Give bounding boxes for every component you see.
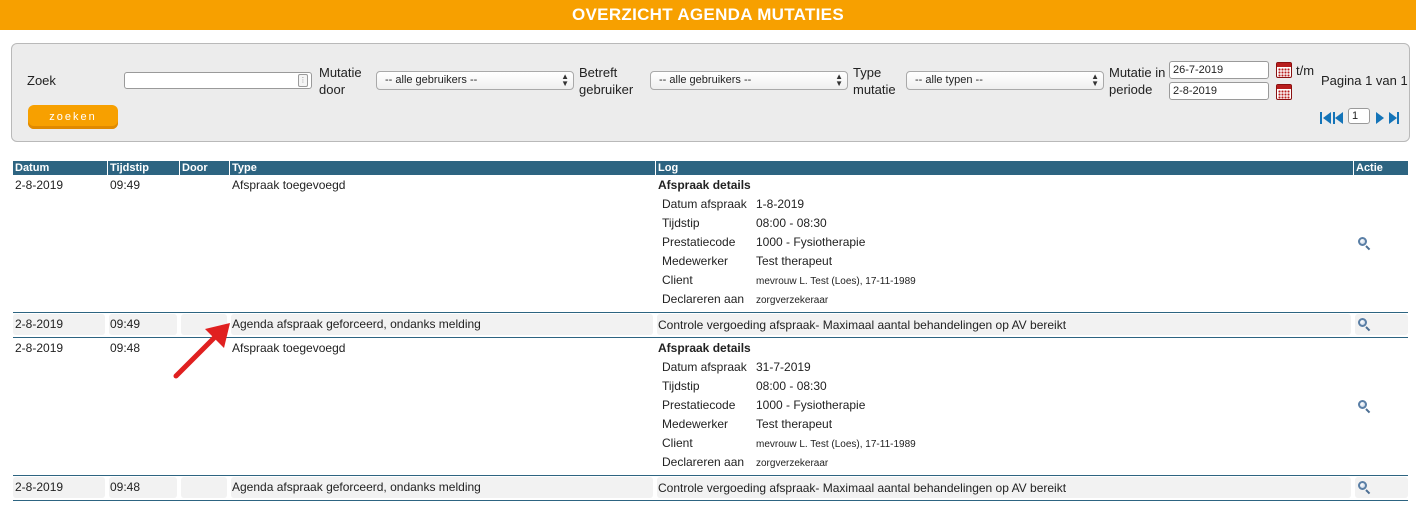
- first-page-icon[interactable]: [1323, 112, 1331, 124]
- detail-key: Client: [662, 436, 693, 450]
- red-arrow-annotation-icon: [168, 316, 234, 382]
- column-datum: Datum: [15, 162, 50, 174]
- magnifier-icon[interactable]: [1358, 400, 1371, 413]
- detail-key: Prestatiecode: [662, 398, 736, 412]
- log-title: Afspraak details: [658, 178, 751, 192]
- keyboard-icon[interactable]: ⋮: [298, 74, 308, 87]
- detail-value: mevrouw L. Test (Loes), 17-11-1989: [756, 439, 916, 450]
- magnifier-icon[interactable]: [1358, 481, 1371, 494]
- betreft-gebruiker-value: -- alle gebruikers --: [659, 74, 752, 86]
- pagination-label: Pagina 1 van 1: [1321, 73, 1408, 88]
- cell-datum: 2-8-2019: [15, 178, 64, 192]
- column-door: Door: [179, 161, 229, 175]
- periode-label: Mutatie in periode: [1109, 65, 1166, 97]
- select-arrows-icon: ▲ ▼: [561, 72, 569, 88]
- betreft-gebruiker-select[interactable]: [650, 71, 848, 90]
- detail-value: 08:00 - 08:30: [756, 216, 827, 230]
- cell-log: Controle vergoeding afspraak- Maximaal aantal behandelingen op AV bereikt: [658, 318, 1067, 332]
- search-button[interactable]: zoeken: [28, 105, 118, 129]
- column-log: Log: [655, 161, 1353, 175]
- next-page-icon[interactable]: [1376, 112, 1384, 124]
- type-mutatie-label: Type mutatie: [853, 65, 896, 97]
- last-page-icon[interactable]: [1389, 112, 1397, 124]
- cell-datum: 2-8-2019: [15, 317, 64, 331]
- magnifier-icon[interactable]: [1358, 237, 1371, 250]
- column-tijdstip: Tijdstip: [107, 161, 179, 175]
- table-header: [13, 161, 1408, 175]
- detail-key: Declareren aan: [662, 292, 745, 306]
- cell-tijdstip: 09:48: [110, 480, 141, 494]
- detail-value: Test therapeut: [756, 254, 833, 268]
- row-divider: [13, 500, 1408, 501]
- cell-datum: 2-8-2019: [15, 480, 64, 494]
- detail-key: Medewerker: [662, 254, 729, 268]
- log-title: Afspraak details: [658, 341, 751, 355]
- column-type: Type: [229, 161, 655, 175]
- search-label: Zoek: [27, 73, 56, 88]
- detail-value: zorgverzekeraar: [756, 458, 829, 469]
- detail-key: Tijdstip: [662, 379, 700, 393]
- cell-tijdstip: 09:48: [110, 341, 141, 355]
- detail-key: Datum afspraak: [662, 197, 747, 211]
- date-to-input[interactable]: 2-8-2019: [1169, 82, 1269, 100]
- row-divider: [13, 475, 1408, 476]
- detail-value: 1000 - Fysiotherapie: [756, 235, 866, 249]
- detail-value: zorgverzekeraar: [756, 295, 829, 306]
- detail-value: 31-7-2019: [756, 360, 811, 374]
- detail-value: 08:00 - 08:30: [756, 379, 827, 393]
- row-divider: [13, 312, 1408, 313]
- detail-key: Prestatiecode: [662, 235, 736, 249]
- cell-tijdstip: 09:49: [110, 317, 141, 331]
- cell-log: Controle vergoeding afspraak- Maximaal aantal behandelingen op AV bereikt: [658, 481, 1067, 495]
- magnifier-icon[interactable]: [1358, 318, 1371, 331]
- detail-value: Test therapeut: [756, 417, 833, 431]
- type-mutatie-select[interactable]: [906, 71, 1104, 90]
- mutatie-door-label: Mutatie door: [319, 65, 362, 97]
- cell-tijdstip: 09:49: [110, 178, 141, 192]
- betreft-gebruiker-label: Betreft gebruiker: [579, 65, 634, 97]
- detail-key: Client: [662, 273, 693, 287]
- search-input[interactable]: [124, 72, 312, 89]
- cell-datum: 2-8-2019: [15, 341, 64, 355]
- page-title: OVERZICHT AGENDA MUTATIES: [0, 0, 1416, 30]
- prev-page-bar: [1333, 112, 1335, 124]
- prev-page-icon[interactable]: [1335, 112, 1343, 124]
- detail-value: 1000 - Fysiotherapie: [756, 398, 866, 412]
- tm-label: t/m: [1296, 63, 1315, 78]
- mutatie-door-select[interactable]: [376, 71, 574, 90]
- cell-type: Agenda afspraak geforceerd, ondanks melding: [232, 480, 481, 494]
- detail-key: Declareren aan: [662, 455, 745, 469]
- first-page-icon[interactable]: [1320, 112, 1322, 124]
- mutatie-door-value: -- alle gebruikers --: [385, 74, 478, 86]
- calendar-icon[interactable]: [1276, 62, 1292, 78]
- detail-value: mevrouw L. Test (Loes), 17-11-1989: [756, 276, 916, 287]
- last-page-icon[interactable]: [1397, 112, 1399, 124]
- select-arrows-icon: ▲ ▼: [835, 72, 843, 88]
- select-arrows-icon: ▲ ▼: [1091, 72, 1099, 88]
- column-actie: Actie: [1353, 161, 1408, 175]
- detail-key: Tijdstip: [662, 216, 700, 230]
- type-mutatie-value: -- alle typen --: [915, 74, 983, 86]
- calendar-icon[interactable]: [1276, 84, 1292, 100]
- date-from-input[interactable]: 26-7-2019: [1169, 61, 1269, 79]
- detail-value: 1-8-2019: [756, 197, 805, 211]
- cell-type: Afspraak toegevoegd: [232, 341, 346, 355]
- page-number-input[interactable]: 1: [1348, 108, 1370, 124]
- cell-type: Afspraak toegevoegd: [232, 178, 346, 192]
- cell-type: Agenda afspraak geforceerd, ondanks melding: [232, 317, 481, 331]
- detail-key: Datum afspraak: [662, 360, 747, 374]
- detail-key: Medewerker: [662, 417, 729, 431]
